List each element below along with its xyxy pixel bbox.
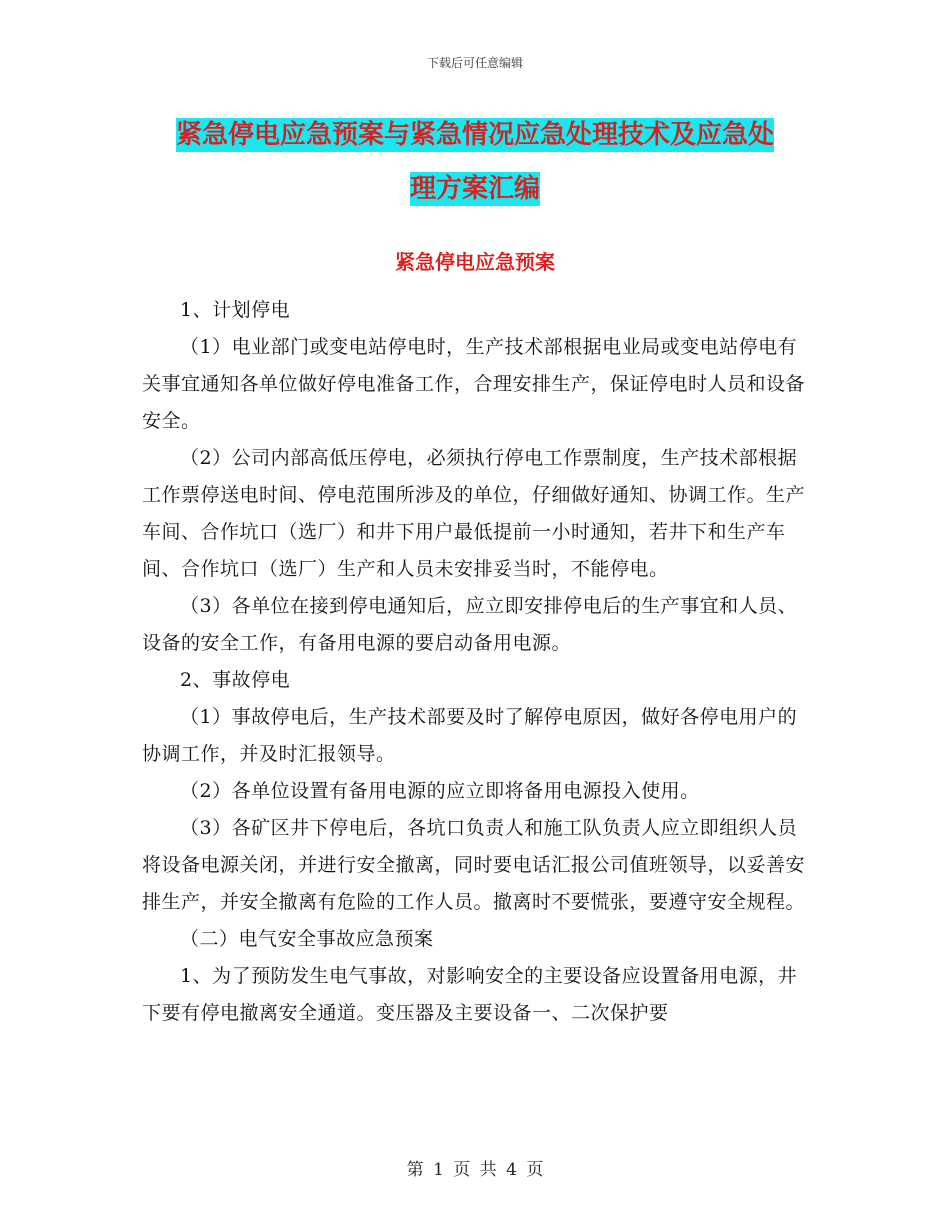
title-line-2: 理方案汇编 <box>409 174 540 204</box>
section-title: 紧急停电应急预案 <box>395 250 555 274</box>
document-body <box>142 292 808 1032</box>
paragraph: 1、为了预防发生电气事故，对影响安全的主要设备应设置备用电源，井下要有停电撤离安全通道。变压器及主要设备一、二次保护要 <box>142 965 798 1024</box>
paragraph: （2）公司内部高低压停电，必须执行停电工作票制度，生产技术部根据工作票停送电时间、停电范围所涉及的单位，仔细做好通知、协调工作。生产车间、合作坑口（选厂）和井下用户最低提前一小时通知，若井下和生产车间、合作坑口（选厂）生产和人员未安排妥当时，不能停电。 <box>142 447 806 580</box>
paragraph: 1、计划停电 <box>180 299 291 321</box>
title-line-1: 紧急停电应急预案与紧急情况应急处理技术及应急处 <box>175 120 774 150</box>
paragraph: （1）事故停电后，生产技术部要及时了解停电原因，做好各停电用户的协调工作，并及时汇报领导。 <box>142 706 798 765</box>
paragraph: （3）各矿区井下停电后，各坑口负责人和施工队负责人应立即组织人员将设备电源关闭，并进行安全撤离，同时要电话汇报公司值班领导，以妥善安排生产，并安全撤离有危险的工作人员。撤离时不要慌张，要遵守安全规程。 <box>142 817 806 913</box>
page-header: 下载后可任意编辑 <box>426 56 523 70</box>
page-footer: 第 1 页 共 4 页 <box>406 1160 544 1180</box>
paragraph: 2、事故停电 <box>180 669 291 691</box>
paragraph: （二）电气安全事故应急预案 <box>180 928 434 950</box>
paragraph: （1）电业部门或变电站停电时，生产技术部根据电业局或变电站停电有关事宜通知各单位做好停电准备工作，合理安排生产，保证停电时人员和设备安全。 <box>142 336 806 432</box>
document-title <box>140 108 810 216</box>
paragraph: （2）各单位设置有备用电源的应立即将备用电源投入使用。 <box>180 780 700 802</box>
paragraph: （3）各单位在接到停电通知后，应立即安排停电后的生产事宜和人员、设备的安全工作，有备用电源的要启动备用电源。 <box>142 595 798 654</box>
